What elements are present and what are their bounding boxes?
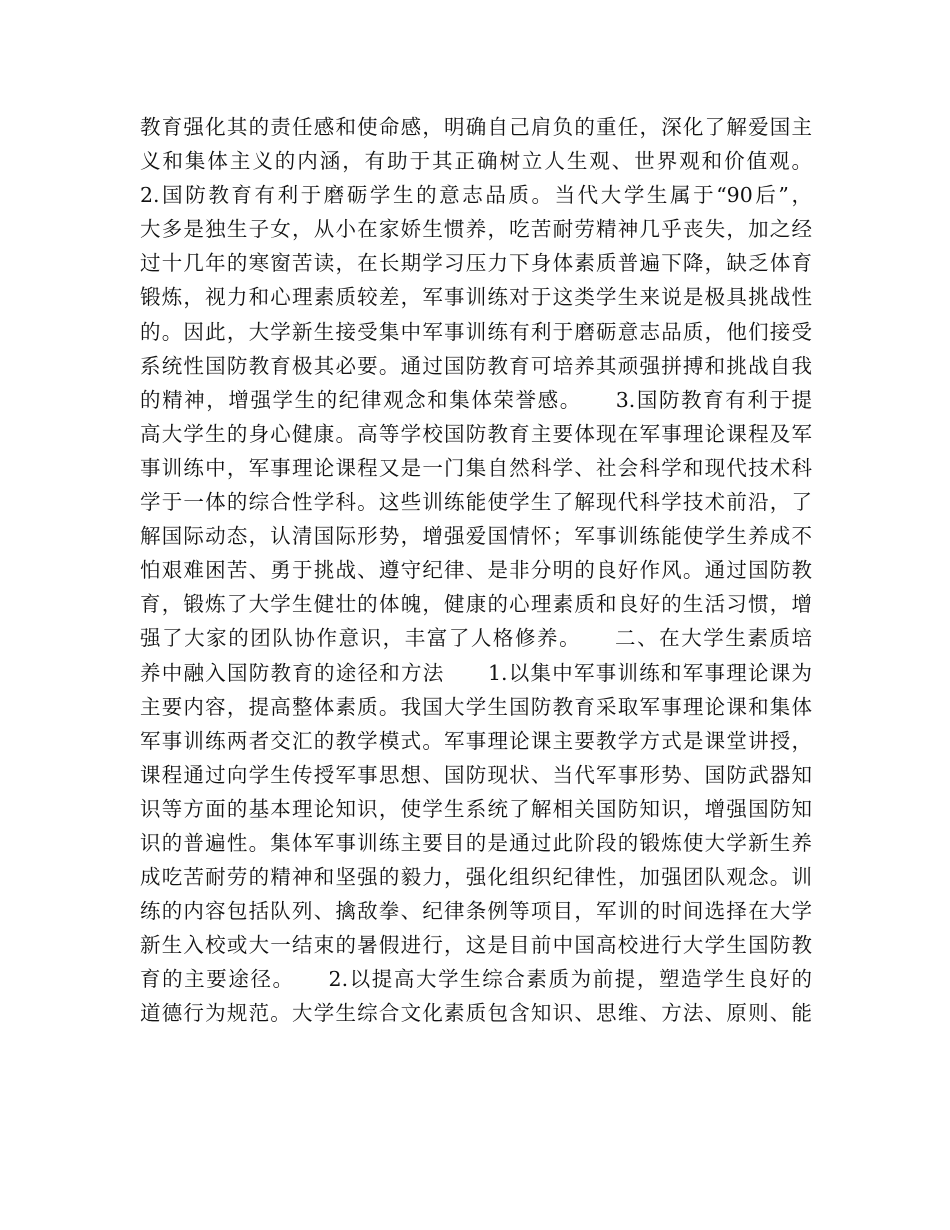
text-line: 解国际动态，认清国际形势，增强爱国情怀；军事训练能使学生养成不 bbox=[140, 524, 812, 549]
text-line: 2.国防教育有利于磨砺学生的意志品质。当代大学生属于“90后”， bbox=[140, 183, 812, 208]
text-line: 养中融入国防教育的途径和方法 1.以集中军事训练和军事理论课为 bbox=[140, 660, 812, 685]
text-line: 教育强化其的责任感和使命感，明确自己肩负的重任，深化了解爱国主 bbox=[140, 115, 812, 139]
text-line: 育的主要途径。 2.以提高大学生综合素质为前提，塑造学生良好的 bbox=[140, 967, 812, 992]
text-line: 锻炼，视力和心理素质较差，军事训练对于这类学生来说是极具挑战性 bbox=[140, 285, 812, 310]
body-text bbox=[140, 110, 812, 1031]
text-line: 新生入校或大一结束的暑假进行，这是目前中国高校进行大学生国防教 bbox=[140, 933, 812, 958]
text-line: 事训练中，军事理论课程又是一门集自然科学、社会科学和现代技术科 bbox=[140, 455, 812, 480]
text-line: 学于一体的综合性学科。这些训练能使学生了解现代科学技术前沿，了 bbox=[140, 490, 812, 515]
text-line: 军事训练两者交汇的教学模式。军事理论课主要教学方式是课堂讲授， bbox=[140, 728, 812, 753]
text-line: 大多是独生子女，从小在家娇生惯养，吃苦耐劳精神几乎丧失，加之经 bbox=[140, 217, 812, 242]
text-line: 课程通过向学生传授军事思想、国防现状、当代军事形势、国防武器知 bbox=[140, 762, 812, 787]
text-line: 练的内容包括队列、擒敌拳、纪律条例等项目，军训的时间选择在大学 bbox=[140, 899, 812, 924]
text-line: 高大学生的身心健康。高等学校国防教育主要体现在军事理论课程及军 bbox=[140, 421, 812, 446]
text-line: 义和集体主义的内涵，有助于其正确树立人生观、世界观和价值观。 bbox=[140, 149, 812, 174]
text-line: 成吃苦耐劳的精神和坚强的毅力，强化组织纪律性，加强团队观念。训 bbox=[140, 865, 812, 890]
text-line: 道德行为规范。大学生综合文化素质包含知识、思维、方法、原则、能 bbox=[140, 1001, 812, 1026]
text-line: 系统性国防教育极其必要。通过国防教育可培养其顽强拼搏和挑战自我 bbox=[140, 353, 812, 378]
text-line: 过十几年的寒窗苦读，在长期学习压力下身体素质普遍下降，缺乏体育 bbox=[140, 251, 812, 276]
text-line: 的。因此，大学新生接受集中军事训练有利于磨砺意志品质，他们接受 bbox=[140, 319, 812, 344]
text-line: 识等方面的基本理论知识，使学生系统了解相关国防知识，增强国防知 bbox=[140, 796, 812, 821]
text-line: 识的普遍性。集体军事训练主要目的是通过此阶段的锻炼使大学新生养 bbox=[140, 830, 812, 855]
text-line: 育，锻炼了大学生健壮的体魄，健康的心理素质和良好的生活习惯，增 bbox=[140, 592, 812, 617]
text-line: 主要内容，提高整体素质。我国大学生国防教育采取军事理论课和集体 bbox=[140, 694, 812, 719]
text-line: 的精神，增强学生的纪律观念和集体荣誉感。 3.国防教育有利于提 bbox=[140, 387, 812, 412]
text-line: 强了大家的团队协作意识，丰富了人格修养。 二、在大学生素质培 bbox=[140, 626, 812, 651]
text-line: 怕艰难困苦、勇于挑战、遵守纪律、是非分明的良好作风。通过国防教 bbox=[140, 558, 812, 583]
